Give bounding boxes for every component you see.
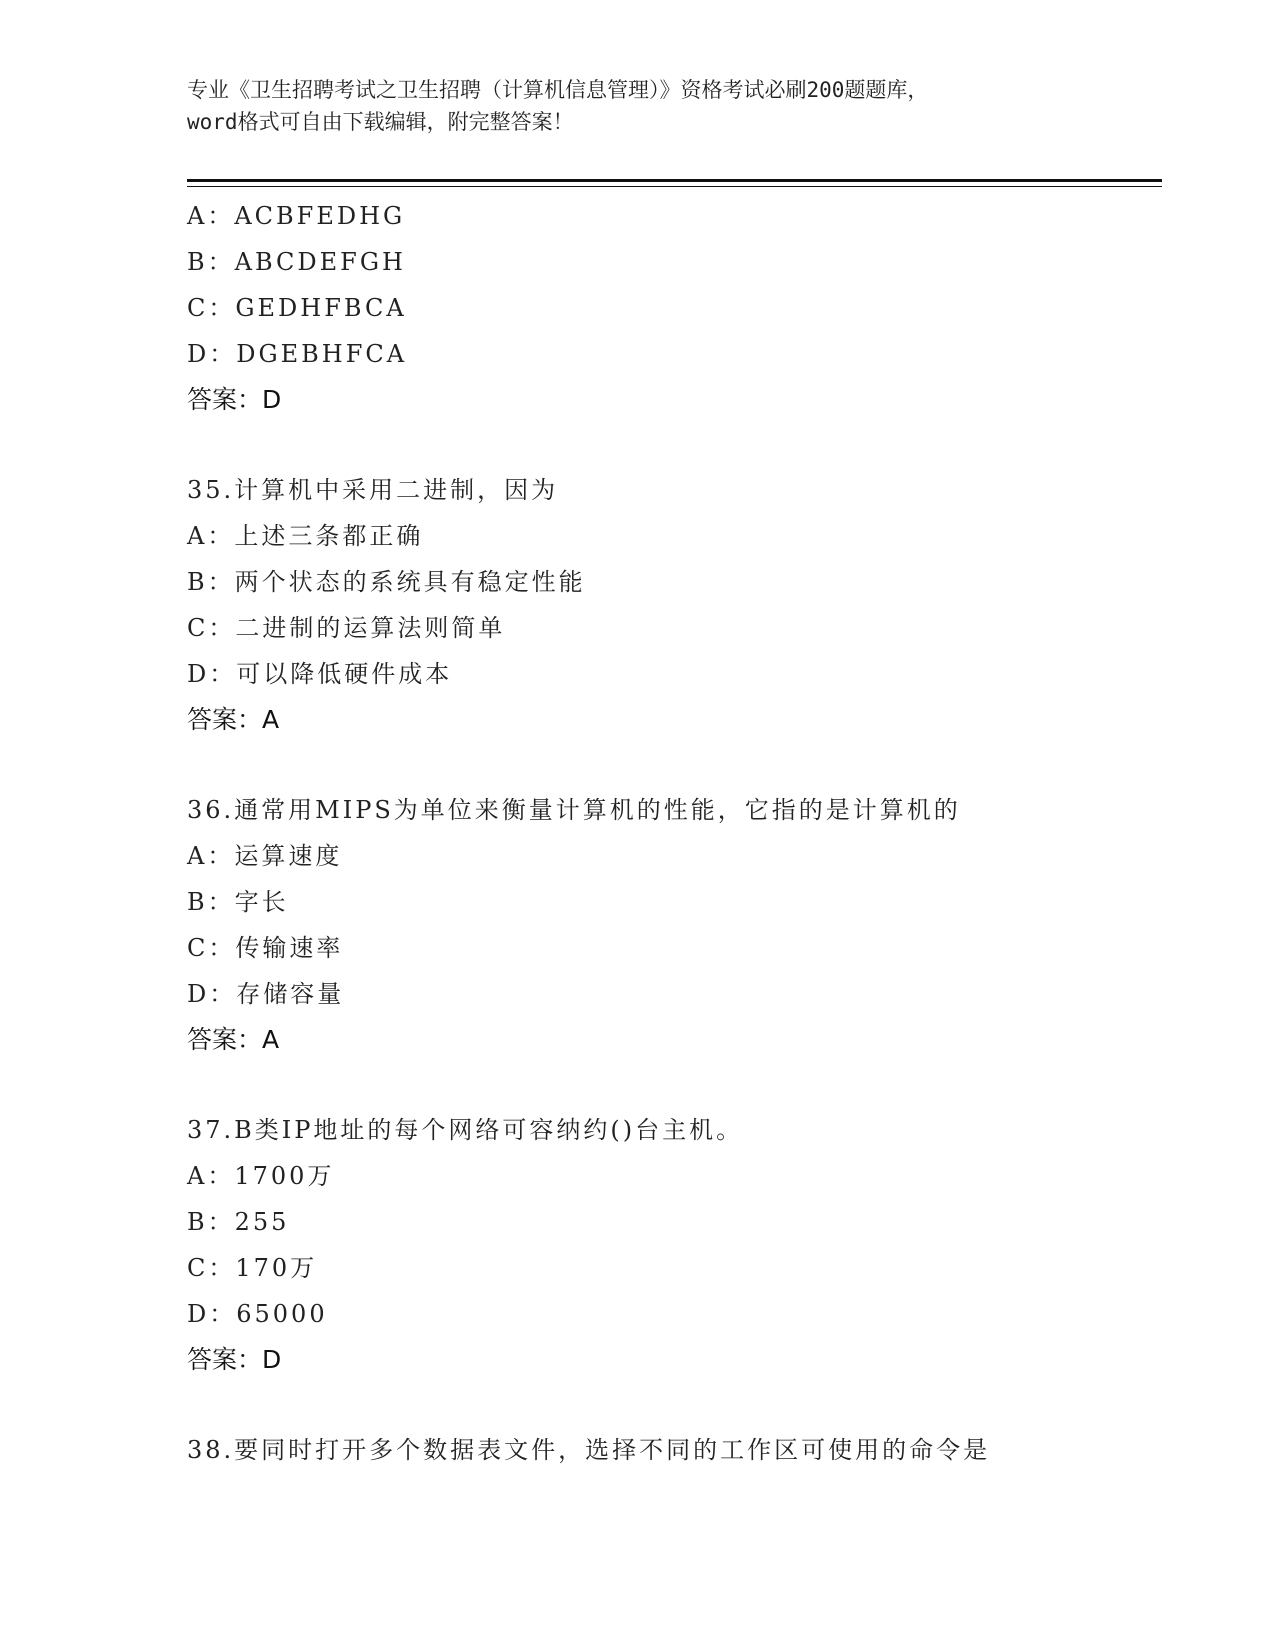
answer: 答案：D: [187, 385, 282, 414]
option-d: D：存储容量: [187, 980, 345, 1008]
option-d: D：65000: [187, 1300, 328, 1328]
question-stem: 36.通常用MIPS为单位来衡量计算机的性能，它指的是计算机的: [187, 796, 961, 824]
question-block-35: [187, 467, 1147, 743]
document-header: [187, 74, 1087, 138]
option-b: B：255: [187, 1208, 290, 1236]
question-stem: 37.B类IP地址的每个网络可容纳约()台主机。: [187, 1116, 744, 1144]
option-a: A：1700万: [187, 1162, 335, 1190]
option-d: D：DGEBHFCA: [187, 340, 408, 368]
option-b: B：两个状态的系统具有稳定性能: [187, 568, 586, 596]
option-c: C：170万: [187, 1254, 318, 1282]
option-c: C：二进制的运算法则简单: [187, 614, 506, 642]
question-list: [187, 193, 1147, 1473]
option-b: B：字长: [187, 888, 289, 916]
option-a: A：ACBFEDHG: [187, 202, 406, 230]
option-a: A：上述三条都正确: [187, 522, 424, 550]
option-c: C：传输速率: [187, 934, 344, 962]
option-c: C：GEDHFBCA: [187, 294, 407, 322]
header-divider-thick: [187, 179, 1162, 182]
answer: 答案：A: [187, 1025, 280, 1054]
header-line-2: word格式可自由下载编辑，附完整答案！: [187, 110, 574, 134]
header-divider-thin: [187, 186, 1162, 187]
question-stem: 35.计算机中采用二进制，因为: [187, 476, 559, 504]
question-block-37: [187, 1107, 1147, 1383]
answer: 答案：A: [187, 705, 280, 734]
header-line-1: 专业《卫生招聘考试之卫生招聘（计算机信息管理）》资格考试必刷200题题库，: [187, 78, 929, 102]
answer: 答案：D: [187, 1345, 282, 1374]
option-a: A：运算速度: [187, 842, 343, 870]
question-stem: 38.要同时打开多个数据表文件，选择不同的工作区可使用的命令是: [187, 1436, 991, 1464]
option-d: D：可以降低硬件成本: [187, 660, 453, 688]
question-block-36: [187, 787, 1147, 1063]
option-b: B：ABCDEFGH: [187, 248, 406, 276]
question-block-34: [187, 193, 1147, 423]
question-block-38: [187, 1427, 1147, 1473]
